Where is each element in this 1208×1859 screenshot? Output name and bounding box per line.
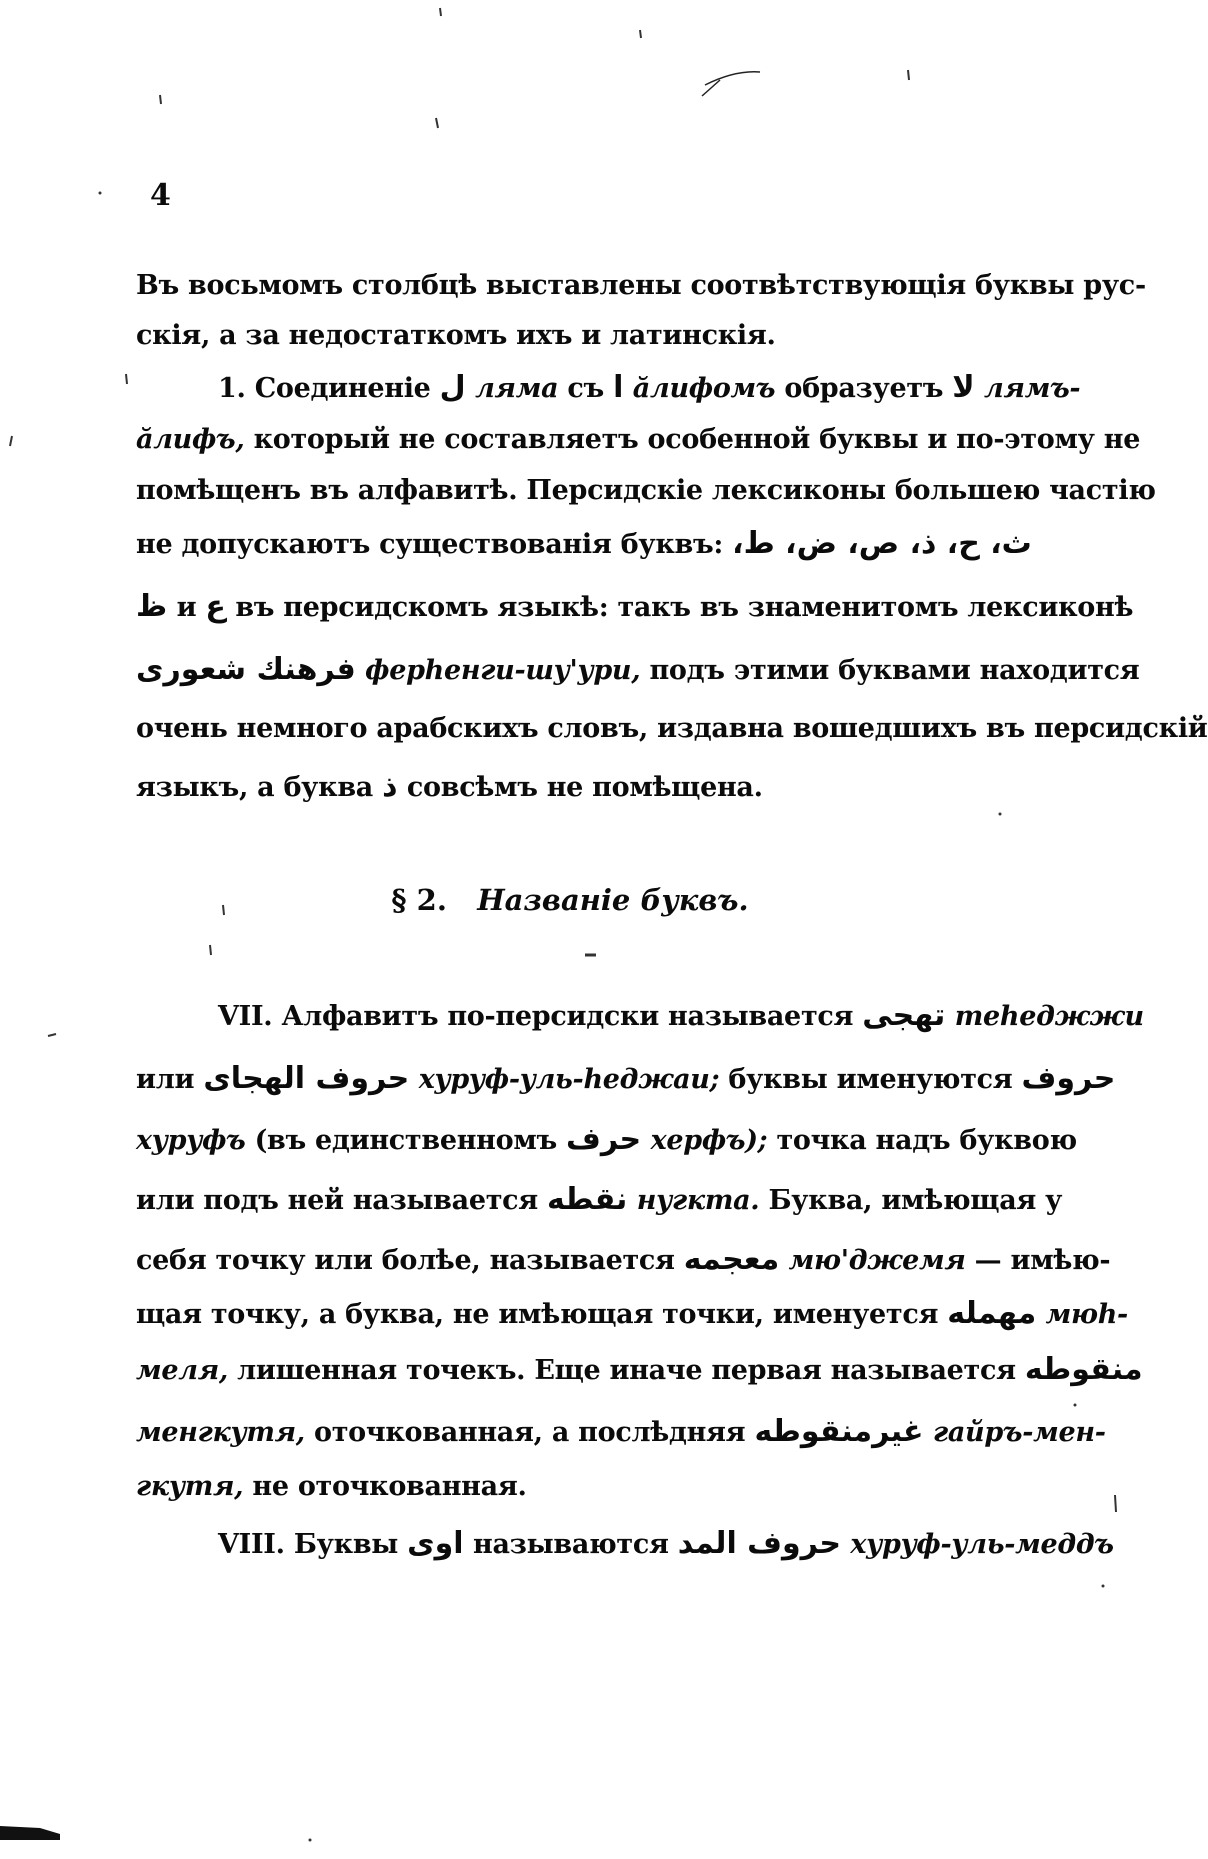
intro-line-1 — [136, 266, 1146, 308]
para7-line-5-text-a: себя точку или болѣе, называется — [136, 1245, 675, 1276]
arabic-vav-ya-alif: اوى — [407, 1526, 464, 1561]
translit-ghayr-manquta-2: гкутя, — [136, 1471, 244, 1502]
section-title: Названіе буквъ. — [477, 883, 749, 917]
para7-line-6-text: щая точку, а буква, не имѣющая точки, именуется — [136, 1299, 939, 1330]
translit-nuqta: нугкта. — [636, 1185, 760, 1216]
para1-line-2-text: который не составляетъ особенной буквы и по-этому не — [253, 424, 1141, 455]
arabic-ghayr-manquta: غيرمنقوطه — [754, 1414, 924, 1449]
para7-line-9 — [136, 1467, 1026, 1509]
translit-tahajji: теhеджжи — [954, 1001, 1144, 1032]
arabic-huruf-hija: حروف الهجاى — [203, 1061, 410, 1096]
para7-text-1: Алфавитъ по-персидски называется — [281, 1001, 854, 1032]
arabic-lam: ل — [439, 370, 466, 405]
arabic-mujama: معجمه — [683, 1242, 780, 1277]
translit-ghayr-manquta: гайръ-мен- — [932, 1417, 1106, 1448]
para7-line-3-text-b: точка надъ буквою — [776, 1125, 1077, 1156]
para1-line-5-text: въ персидскомъ языкѣ: такъ въ знаменитомъ лексиконѣ — [235, 592, 1134, 623]
para1-line-8-text-a: языкъ, а буква — [136, 772, 373, 803]
para7-line-6 — [136, 1294, 1128, 1336]
arabic-farhang: فرهنك شعورى — [136, 652, 356, 687]
para7-number: VII. — [218, 1001, 273, 1032]
para7-line-2 — [136, 1059, 1116, 1101]
para8-text-2: называются — [473, 1529, 669, 1560]
para1-line-8 — [136, 767, 1026, 809]
intro-line-2-text: скія, а за недостаткомъ ихъ и латинскія. — [136, 320, 776, 351]
arabic-huruf-madd: حروف المد — [677, 1526, 841, 1561]
para8-number: VIII. — [218, 1529, 285, 1560]
para1-line-5 — [136, 587, 1134, 629]
para7-line-7 — [136, 1350, 1143, 1392]
para7-line-3-text-a: (въ единственномъ — [254, 1125, 557, 1156]
arabic-ayn: ع — [205, 589, 226, 624]
para7-line-5-text-b: — имѣю- — [974, 1245, 1111, 1276]
translit-manquta: менгкутя, — [136, 1417, 305, 1448]
para7-line-7-text: лишенная точекъ. Еще иначе первая называется — [237, 1355, 1016, 1386]
para7-line-3 — [136, 1120, 1077, 1162]
translit-huruf-hija: хуруф-уль-hеджаи; — [418, 1064, 720, 1095]
para1-text-1: Соединеніе — [254, 373, 431, 404]
translit-mujama: мю'джемя — [788, 1245, 966, 1276]
para1-line-2 — [136, 420, 1141, 462]
para1-line-4-text: не допускаютъ существованія буквъ: — [136, 529, 724, 560]
arabic-huruf: حروف — [1021, 1061, 1116, 1096]
para8-text-1: Буквы — [293, 1529, 399, 1560]
para1-and: и — [176, 592, 197, 623]
para1-line-4 — [136, 524, 1032, 566]
para1-number: 1. — [218, 373, 246, 404]
para7-line-5 — [136, 1240, 1111, 1282]
arabic-harf: حرف — [566, 1122, 642, 1157]
para7-line-4-text-a: или подъ ней называется — [136, 1185, 538, 1216]
para1-line-8-text-b: совсѣмъ не помѣщена. — [406, 772, 763, 803]
para1-line-7-text: очень немного арабскихъ словъ, издавна вошедшихъ въ персидскій — [136, 713, 1208, 744]
translit-harf: херфъ); — [650, 1125, 768, 1156]
para7-line-1 — [218, 996, 1144, 1038]
page-number: 4 — [150, 178, 171, 213]
para1-line-3-text: помѣщенъ въ алфавитѣ. Персидскіе лексиконы большею частію — [136, 475, 1156, 506]
para1-text-3: образуетъ — [784, 373, 944, 404]
para7-line-4-text-b: Буква, имѣющая у — [768, 1185, 1063, 1216]
translit-farhang: ферhенги-шу'ури, — [365, 655, 641, 686]
para7-line-9-text: не оточкованная. — [252, 1471, 527, 1502]
intro-line-2 — [136, 316, 1026, 358]
para7-line-2-text: буквы именуются — [728, 1064, 1013, 1095]
para7-line-8-text: оточкованная, а послѣдняя — [314, 1417, 746, 1448]
intro-line-1-text: Въ восьмомъ столбцѣ выставлены соотвѣтствующія буквы рус- — [136, 270, 1146, 301]
para7-line-4 — [136, 1180, 1063, 1222]
arabic-nuqta: نقطه — [547, 1182, 628, 1217]
para1-line-6-text: подъ этими буквами находится — [649, 655, 1140, 686]
para7-or: или — [136, 1064, 195, 1095]
para1-line-7 — [136, 709, 1208, 751]
translit-lam-alif-2: ăлифъ, — [136, 424, 245, 455]
para1-line-6 — [136, 650, 1140, 692]
section-sign: § 2. — [391, 883, 447, 917]
translit-alif: ăлифомъ — [632, 373, 776, 404]
translit-lam-alif-1: лямъ- — [984, 373, 1081, 404]
arabic-alif: ا — [613, 370, 624, 405]
para1-text-2: съ — [567, 373, 604, 404]
arabic-tahajji: تهجى — [862, 998, 946, 1033]
translit-muhmala-2: меля, — [136, 1355, 228, 1386]
para7-line-8 — [136, 1412, 1106, 1454]
arabic-manquta: منقوطه — [1024, 1352, 1143, 1387]
para8-line-1 — [218, 1524, 1114, 1566]
para1-line-1 — [218, 368, 1081, 410]
translit-huruf: хуруфъ — [136, 1125, 246, 1156]
section-heading — [0, 880, 1140, 920]
arabic-dhal: ذ — [382, 769, 398, 804]
arabic-lam-alif: لا — [952, 370, 975, 405]
translit-huruf-madd: хуруф-уль-меддъ — [850, 1529, 1114, 1560]
para1-line-3 — [136, 471, 1156, 513]
arabic-letter-list: ث، ح، ذ، ص، ض، ط، — [732, 526, 1032, 561]
arabic-muhmala: مهمله — [947, 1296, 1037, 1331]
arabic-za: ظ — [136, 589, 168, 624]
translit-muhmala: мюh- — [1045, 1299, 1128, 1330]
translit-lam: ляма — [475, 373, 559, 404]
